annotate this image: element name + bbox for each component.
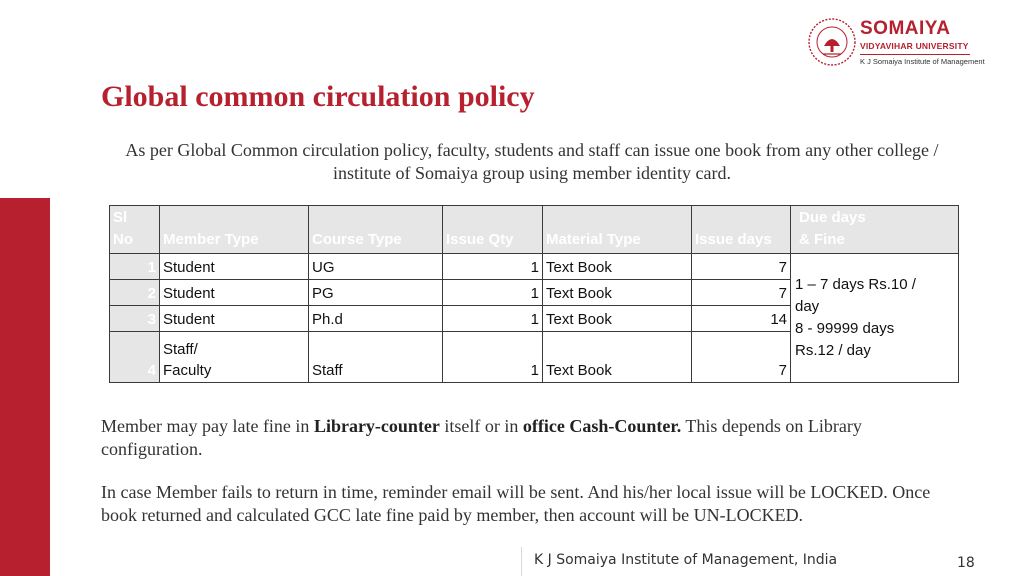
header-issue-qty: Issue Qty (443, 206, 543, 254)
cell-course: Staff (309, 332, 443, 383)
header-issue-days: Issue days (692, 206, 791, 254)
header-due-days: Due days & Fine (791, 206, 959, 254)
cell-days: 7 (692, 254, 791, 280)
cell-material: Text Book (543, 254, 692, 280)
cell-member: Student (160, 280, 309, 306)
logo-divider (860, 54, 970, 55)
table-header-row (110, 206, 959, 254)
left-accent-bar (0, 198, 50, 576)
lock-policy-paragraph: In case Member fails to return in time, reminder email will be sent. And his/her local issue will be LOCKED. Once book returned and calculated GCC late fine paid by member, then account will be UN-LOCKED. (101, 482, 931, 525)
logo-institute: K J Somaiya Institute of Management (860, 57, 985, 66)
cell-sl: 3 (110, 306, 160, 332)
table-row (110, 254, 959, 280)
cell-days: 7 (692, 332, 791, 383)
cell-course: Ph.d (309, 306, 443, 332)
circulation-policy-table (109, 205, 959, 383)
cell-material: Text Book (543, 332, 692, 383)
cell-qty: 1 (443, 254, 543, 280)
cell-course: PG (309, 280, 443, 306)
logo-university: VIDYAVIHAR UNIVERSITY (860, 41, 969, 51)
header-course-type: Course Type (309, 206, 443, 254)
cell-days: 7 (692, 280, 791, 306)
header-sl-no: Sl No (110, 206, 160, 254)
cell-sl: 2 (110, 280, 160, 306)
slide-title: Global common circulation policy (101, 80, 535, 113)
somaiya-emblem-icon (806, 16, 858, 68)
cell-material: Text Book (543, 306, 692, 332)
header-material-type: Material Type (543, 206, 692, 254)
somaiya-logo (806, 16, 1012, 74)
cell-material: Text Book (543, 280, 692, 306)
cell-member: Student (160, 254, 309, 280)
cell-sl: 1 (110, 254, 160, 280)
page-number: 18 (957, 555, 975, 571)
footer-institute: K J Somaiya Institute of Management, India (534, 552, 838, 568)
header-member-type: Member Type (160, 206, 309, 254)
intro-text: As per Global Common circulation policy, faculty, students and staff can issue one book from any other college / institute of Somaiya group using member identity card. (125, 140, 939, 183)
cell-due-days-fine: 1 – 7 days Rs.10 / day 8 - 99999 days Rs.12 / day (791, 254, 959, 383)
fine-payment-paragraph: Member may pay late fine in Library-counter itself or in office Cash-Counter. This depends on Library configuration. (101, 416, 862, 459)
cell-qty: 1 (443, 306, 543, 332)
cell-member: Staff/ Faculty (160, 332, 309, 383)
cell-qty: 1 (443, 332, 543, 383)
cell-days: 14 (692, 306, 791, 332)
cell-member: Student (160, 306, 309, 332)
logo-title: SOMAIYA (860, 18, 951, 39)
cell-qty: 1 (443, 280, 543, 306)
cell-course: UG (309, 254, 443, 280)
cell-sl: 4 (110, 332, 160, 383)
